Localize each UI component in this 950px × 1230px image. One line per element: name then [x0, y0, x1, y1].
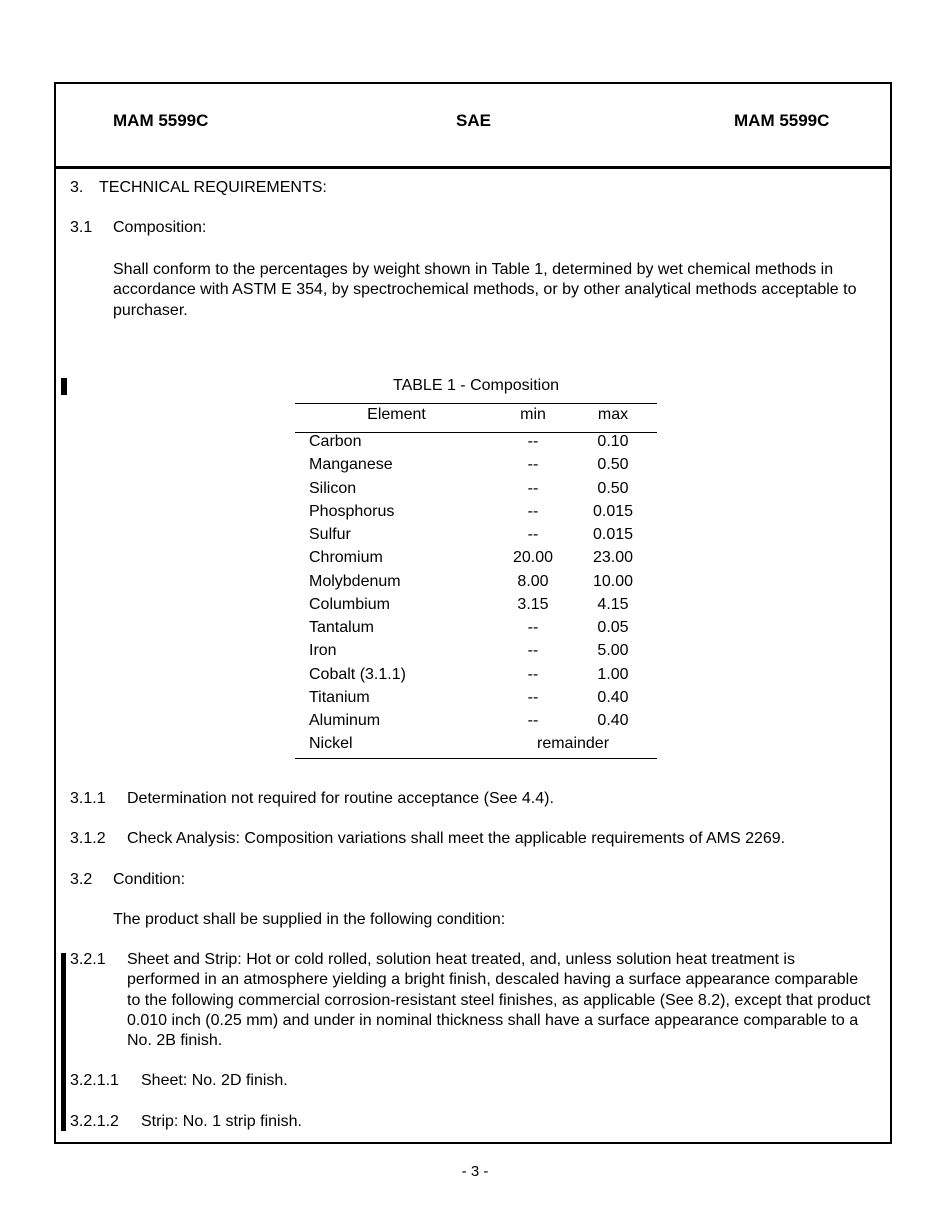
section-3-2-body: The product shall be supplied in the following condition:: [113, 911, 506, 928]
section-3-2-title: Condition:: [113, 871, 186, 888]
section-3-2-number: 3.2: [70, 871, 93, 888]
section-3-1-2-number: 3.1.2: [70, 830, 106, 847]
section-3-1-number: 3.1: [70, 219, 93, 236]
table-cell-max: 0.10: [597, 433, 629, 450]
table-top-rule: [295, 403, 657, 404]
table-cell-max: 0.40: [597, 712, 629, 729]
table-cell-element: Columbium: [309, 595, 390, 613]
table-cell-min: 3.15: [517, 595, 549, 613]
table-cell-min: --: [527, 665, 539, 683]
table-cell-element: Manganese: [309, 456, 393, 474]
table-cell-max: 0.05: [597, 619, 629, 636]
table-cell-min: --: [527, 526, 539, 543]
table-row: [295, 549, 657, 572]
section-3-title: TECHNICAL REQUIREMENTS:: [99, 179, 327, 196]
table-row: [295, 689, 657, 712]
table-row: [295, 503, 657, 526]
section-3-2-1-1-text: Sheet: No. 2D finish.: [141, 1072, 288, 1089]
table-cell-remainder: remainder: [536, 735, 610, 752]
table-cell-element: Tantalum: [309, 619, 374, 636]
table-cell-min: --: [527, 433, 539, 450]
table-cell-max: 5.00: [597, 642, 629, 660]
table-cell-element: Nickel: [309, 735, 353, 752]
table-row: [295, 433, 657, 456]
table-cell-element: Carbon: [309, 433, 362, 450]
table-cell-max: 23.00: [592, 549, 634, 567]
table-header-row: [295, 406, 657, 429]
table-header-min: min: [520, 406, 546, 423]
table-header-max: max: [597, 406, 629, 423]
section-3-1-title: Composition:: [113, 219, 207, 236]
section-3-2-1-1-number: 3.2.1.1: [70, 1072, 119, 1089]
table-cell-max: 0.40: [597, 688, 629, 706]
table-cell-element: Titanium: [309, 688, 370, 706]
table-cell-element: Iron: [309, 642, 337, 660]
table-cell-max: 0.50: [597, 456, 629, 474]
table-row: [295, 619, 657, 642]
table-cell-element: Cobalt (3.1.1): [309, 665, 406, 683]
table-row: [295, 642, 657, 665]
table-row: [295, 526, 657, 549]
table-cell-element: Molybdenum: [309, 572, 401, 590]
section-3-1-1-number: 3.1.1: [70, 790, 106, 807]
table-cell-element: Silicon: [309, 479, 357, 497]
section-3-2-1-2-text: Strip: No. 1 strip finish.: [141, 1113, 302, 1130]
table-row: [295, 480, 657, 503]
table-cell-max: 1.00: [597, 665, 629, 683]
table-cell-element: Chromium: [309, 549, 383, 567]
table-row-nickel: [295, 735, 657, 758]
table-cell-element: Sulfur: [309, 526, 351, 543]
table-cell-min: --: [527, 642, 539, 660]
table-cell-max: 0.015: [592, 526, 634, 543]
section-3-2-1-number: 3.2.1: [70, 951, 106, 968]
section-3-1-1-text: Determination not required for routine acceptance (See 4.4).: [127, 790, 554, 807]
section-3-1-2-text: Check Analysis: Composition variations shall meet the applicable requirements of AMS 2269.: [127, 830, 786, 847]
section-3-2-1-2-number: 3.2.1.2: [70, 1113, 119, 1130]
table-header-element: Element: [367, 406, 426, 423]
page-header: [56, 84, 890, 169]
page-frame: [54, 82, 892, 1144]
header-doc-id-right: MAM 5599C: [734, 111, 830, 130]
table-title: TABLE 1 - Composition: [393, 377, 559, 394]
table-cell-min: --: [527, 688, 539, 706]
header-org: SAE: [456, 111, 491, 130]
page-number: - 3 -: [461, 1163, 489, 1180]
table-cell-min: --: [527, 479, 539, 497]
header-doc-id-left: MAM 5599C: [113, 111, 209, 130]
table-cell-element: Phosphorus: [309, 502, 395, 520]
table-cell-element: Aluminum: [309, 712, 381, 729]
table-cell-min: --: [527, 712, 539, 729]
section-3-1-body: Shall conform to the percentages by weight shown in Table 1, determined by wet chemical methods in accordance with ASTM E 354, by spectrochemical methods, or by other analytical methods acceptable to purchaser.: [113, 261, 857, 319]
table-row: [295, 456, 657, 479]
table-cell-min: --: [527, 456, 539, 474]
table-cell-min: --: [527, 502, 539, 520]
table-cell-max: 0.015: [592, 502, 634, 520]
table-row: [295, 596, 657, 619]
section-3-2-1-text: Sheet and Strip: Hot or cold rolled, solution heat treated, and, unless solution heat treatment is performed in an atmosphere yielding a bright finish, descaled having a surface appearance comparable to the following commercial corrosion-resistant steel finishes, as applicable (See 8.2), except that product 0.010 inch (0.25 mm) and under in nominal thickness shall have a surface appearance comparable to a No. 2B finish.: [127, 951, 871, 1050]
section-3-number: 3.: [70, 179, 84, 196]
table-cell-max: 10.00: [592, 572, 634, 590]
table-cell-min: --: [527, 619, 539, 636]
table-cell-max: 0.50: [597, 479, 629, 497]
table-row: [295, 712, 657, 735]
table-cell-max: 4.15: [597, 595, 629, 613]
table-cell-min: 20.00: [512, 549, 554, 567]
table-row: [295, 666, 657, 689]
table-bottom-rule: [295, 758, 657, 759]
table-cell-min: 8.00: [517, 572, 549, 590]
table-row: [295, 573, 657, 596]
